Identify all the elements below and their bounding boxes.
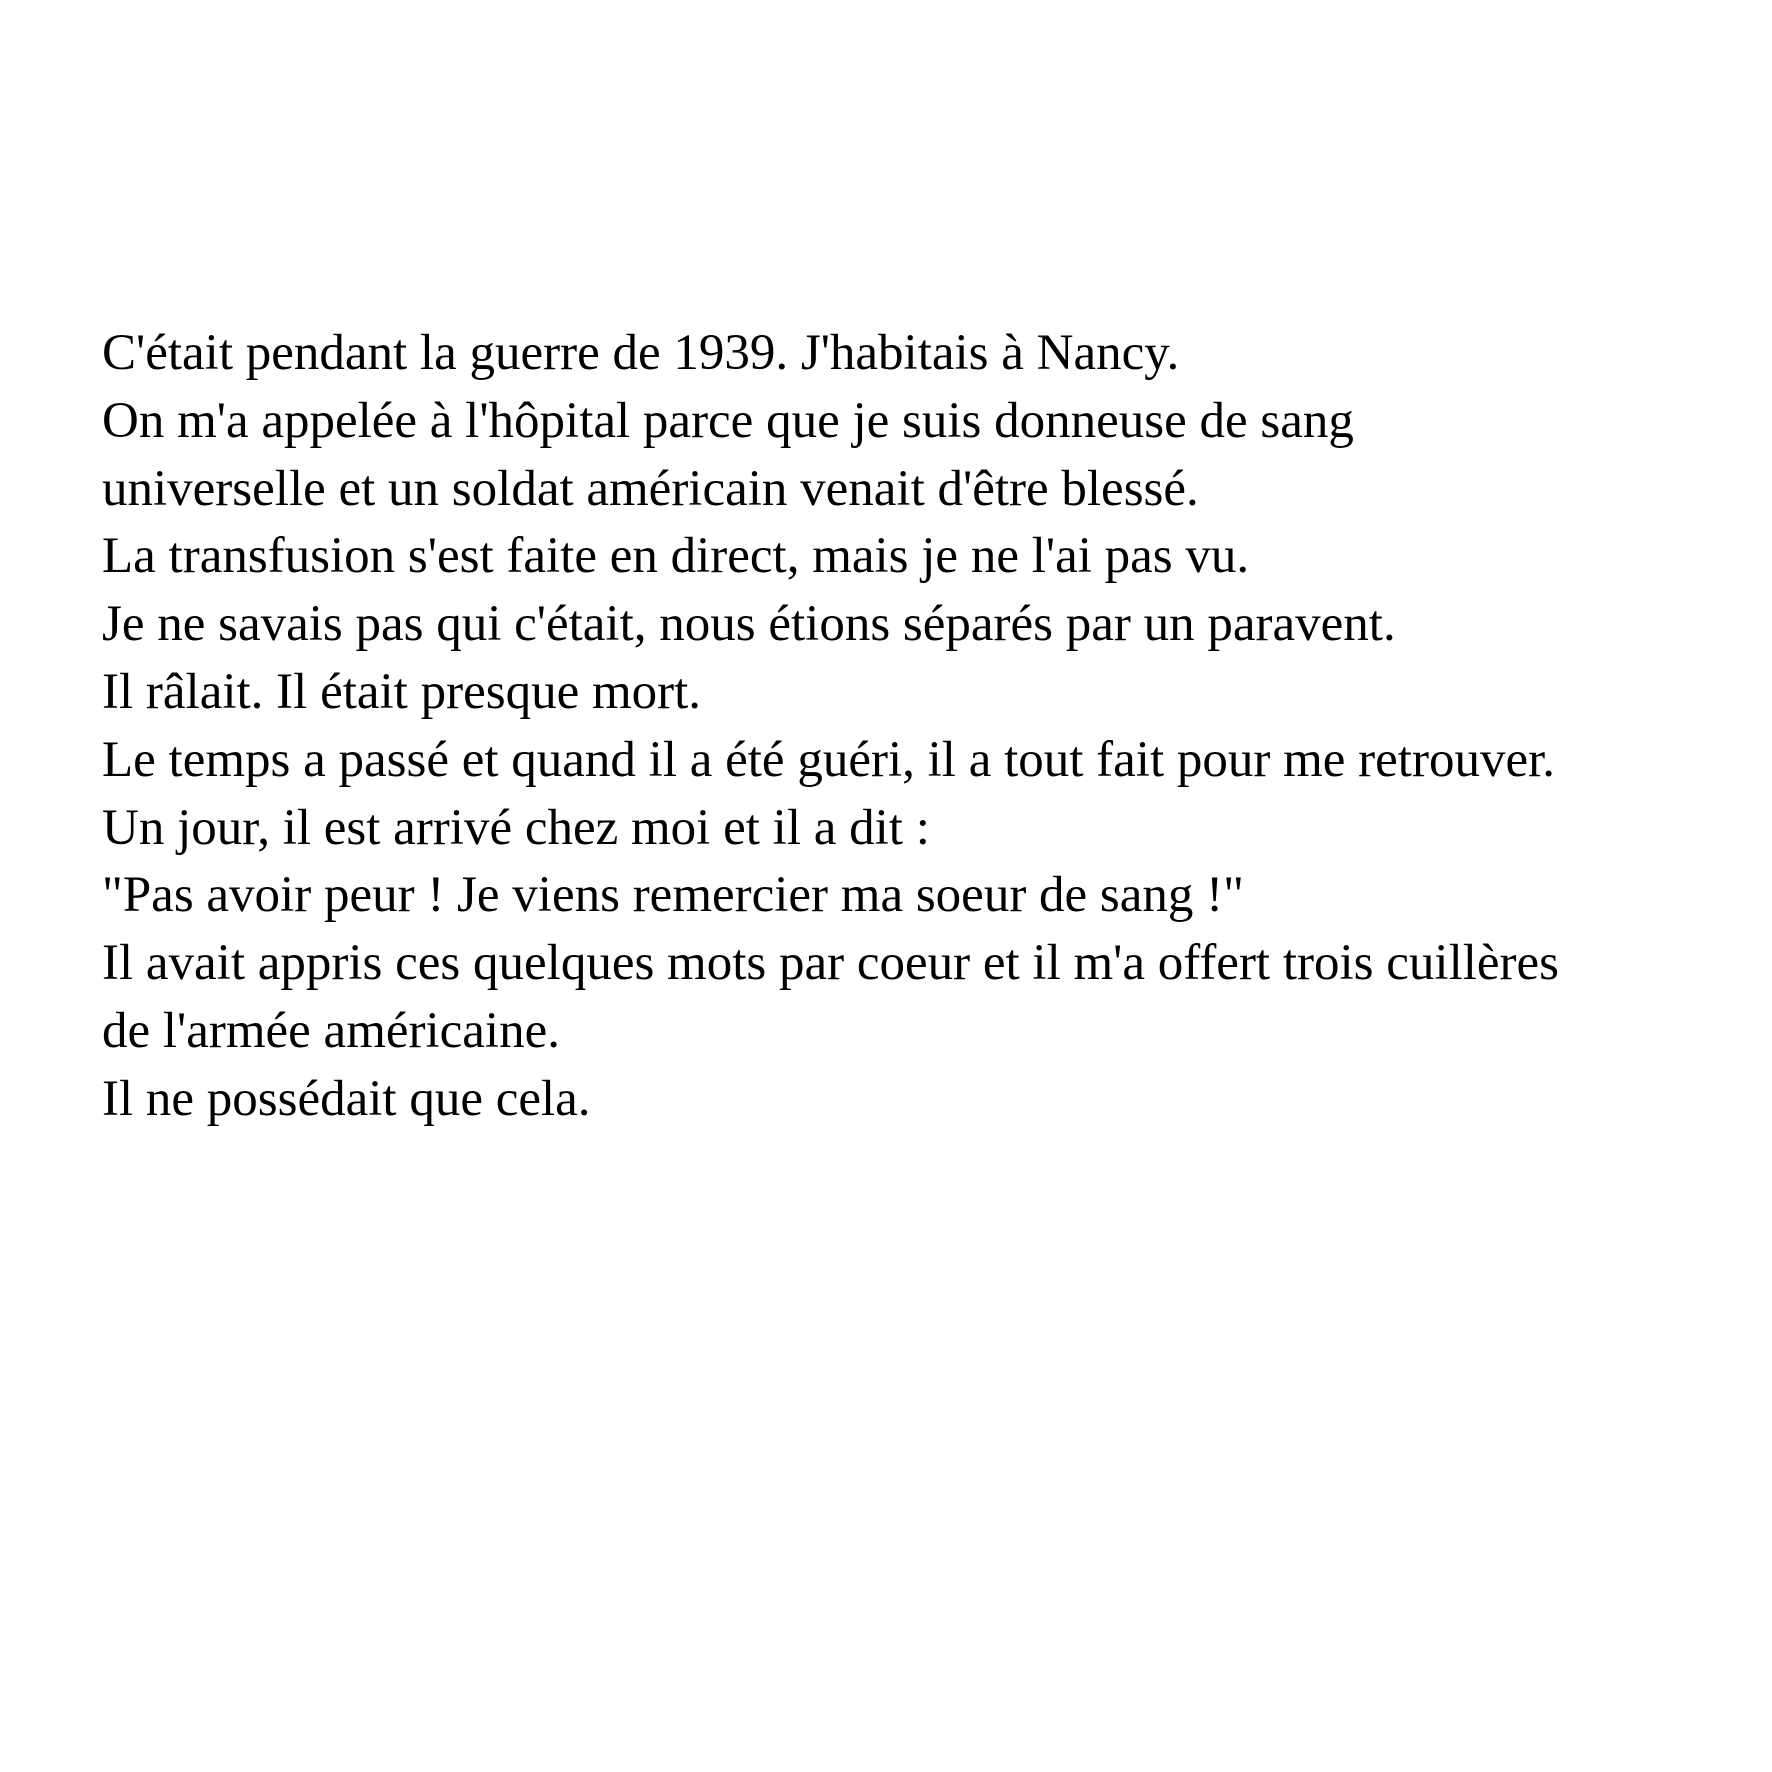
text-line-6: Il râlait. Il était presque mort. <box>102 663 702 720</box>
text-line-5: Je ne savais pas qui c'était, nous étions séparés par un paravent. <box>102 596 1396 653</box>
body-text <box>102 320 1762 1134</box>
text-line-4: La transfusion s'est faite en direct, mais je ne l'ai pas vu. <box>102 528 1250 585</box>
text-line-3: universelle et un soldat américain venait d'être blessé. <box>102 460 1199 517</box>
text-line-11: de l'armée américaine. <box>102 1002 560 1059</box>
text-line-10: Il avait appris ces quelques mots par coeur et il m'a offert trois cuillères <box>102 935 1560 992</box>
text-line-7: Le temps a passé et quand il a été guéri, il a tout fait pour me retrouver. <box>102 731 1556 788</box>
text-line-1: C'était pendant la guerre de 1939. J'habitais à Nancy. <box>102 325 1180 381</box>
text-line-9: "Pas avoir peur ! Je viens remercier ma soeur de sang !" <box>102 867 1244 924</box>
text-line-12: Il ne possédait que cela. <box>102 1070 591 1127</box>
text-line-8: Un jour, il est arrivé chez moi et il a dit : <box>102 799 930 856</box>
text-line-2: On m'a appelée à l'hôpital parce que je suis donneuse de sang <box>102 392 1354 449</box>
